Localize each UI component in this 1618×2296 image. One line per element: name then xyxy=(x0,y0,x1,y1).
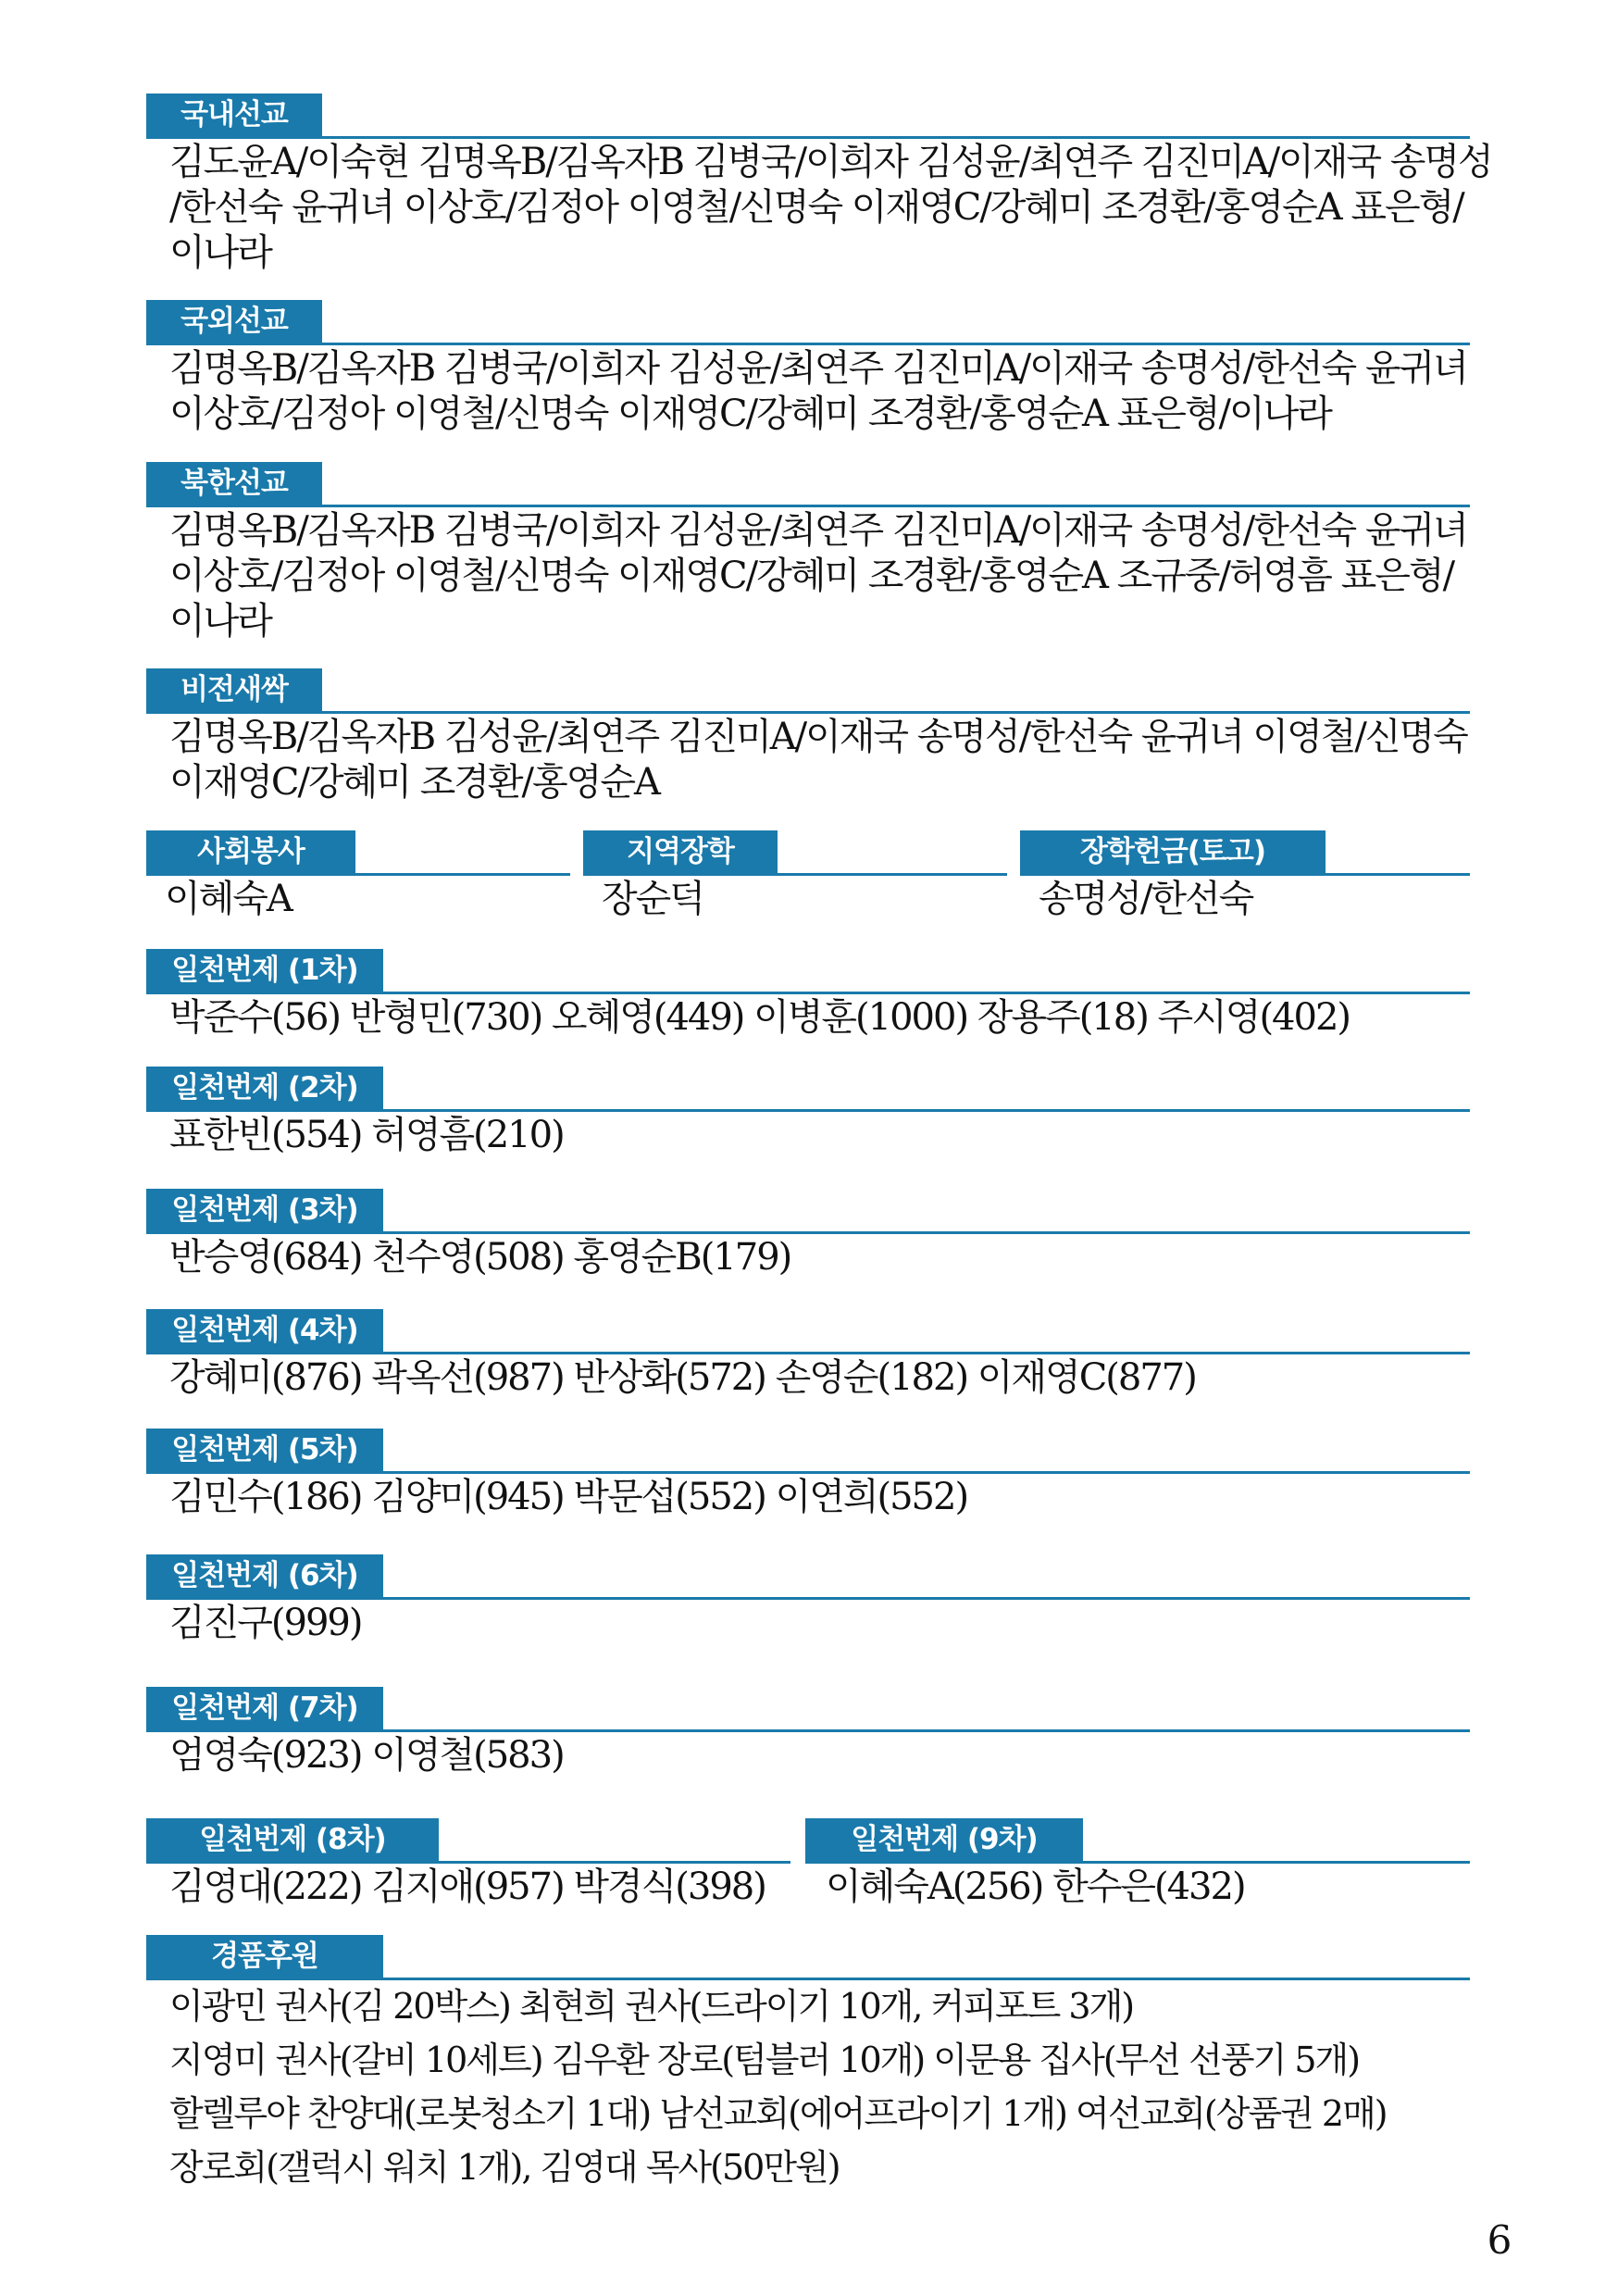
section-line: 이혜숙A xyxy=(165,878,292,920)
section-title: 일천번제 (5차) xyxy=(146,1429,383,1471)
section-title: 일천번제 (3차) xyxy=(146,1189,383,1231)
section-line: 이광민 권사(김 20박스) 최현희 권사(드라이기 10개, 커피포트 3개) xyxy=(169,1986,1134,2027)
section-line: 이상호/김정아 이영철/신명숙 이재영C/강혜미 조경환/홍영순A 표은형/이나라 xyxy=(169,393,1331,435)
section-title: 장학헌금(토고) xyxy=(1020,830,1326,873)
section-title: 일천번제 (8차) xyxy=(146,1818,439,1861)
section-line: 이재영C/강혜미 조경환/홍영순A xyxy=(169,761,659,804)
section-line: 이혜숙A(256) 한수은(432) xyxy=(826,1866,1245,1908)
section-title: 일천번제 (2차) xyxy=(146,1067,383,1109)
section-line: /한선숙 윤귀녀 이상호/김정아 이영철/신명숙 이재영C/강혜미 조경환/홍영순A 표은형/ xyxy=(169,186,1463,229)
section-title: 일천번제 (7차) xyxy=(146,1687,383,1729)
section-line: 송명성/한선숙 xyxy=(1039,878,1253,920)
section-line: 강혜미(876) 곽옥선(987) 반상화(572) 손영순(182) 이재영C(877) xyxy=(169,1356,1196,1399)
section-title: 국외선교 xyxy=(146,300,322,343)
section-line: 장로회(갤럭시 워치 1개), 김영대 목사(50만원) xyxy=(169,2147,840,2188)
section-line: 박준수(56) 반형민(730) 오혜영(449) 이병훈(1000) 장용주(18) 주시영(402) xyxy=(169,996,1350,1039)
section-rule xyxy=(146,1978,1470,1980)
section-title: 비전새싹 xyxy=(146,668,322,711)
section-line: 이상호/김정아 이영철/신명숙 이재영C/강혜미 조경환/홍영순A 조규중/허영흠 표은형/ xyxy=(169,555,1454,597)
page-number: 6 xyxy=(1487,2217,1512,2263)
section-line: 이나라 xyxy=(169,600,271,643)
section-line: 표한빈(554) 허영흠(210) xyxy=(169,1114,564,1156)
section-line: 김진구(999) xyxy=(169,1602,362,1644)
section-title: 경품후원 xyxy=(146,1935,383,1978)
section-title: 일천번제 (6차) xyxy=(146,1554,383,1597)
section-line: 이나라 xyxy=(169,231,271,274)
section-title: 사회봉사 xyxy=(146,830,355,873)
section-title: 일천번제 (4차) xyxy=(146,1309,383,1352)
section-title: 지역장학 xyxy=(583,830,778,873)
section-line: 김명옥B/김옥자B 김병국/이희자 김성윤/최연주 김진미A/이재국 송명성/한선숙 윤귀녀 xyxy=(169,347,1467,390)
section-line: 할렐루야 찬양대(로봇청소기 1대) 남선교회(에어프라이기 1개) 여선교회(상품권 2매) xyxy=(169,2093,1387,2134)
section-line: 김명옥B/김옥자B 김병국/이희자 김성윤/최연주 김진미A/이재국 송명성/한선숙 윤귀녀 xyxy=(169,509,1467,552)
section-line: 김영대(222) 김지애(957) 박경식(398) xyxy=(169,1866,765,1908)
section-line: 장순덕 xyxy=(602,878,703,920)
section-line: 김도윤A/이숙현 김명옥B/김옥자B 김병국/이희자 김성윤/최연주 김진미A/이재국 송명성 xyxy=(169,141,1492,183)
section-title: 국내선교 xyxy=(146,94,322,136)
section-line: 엄영숙(923) 이영철(583) xyxy=(169,1734,564,1777)
section-title: 북한선교 xyxy=(146,462,322,505)
section-line: 김명옥B/김옥자B 김성윤/최연주 김진미A/이재국 송명성/한선숙 윤귀녀 이영철/신명숙 xyxy=(169,716,1467,758)
section-title: 일천번제 (1차) xyxy=(146,949,383,992)
section-line: 지영미 권사(갈비 10세트) 김우환 장로(텀블러 10개) 이문용 집사(무선 선풍기 5개) xyxy=(169,2040,1360,2080)
section-title: 일천번제 (9차) xyxy=(805,1818,1083,1861)
section-line: 김민수(186) 김양미(945) 박문섭(552) 이연희(552) xyxy=(169,1476,968,1518)
section-line: 반승영(684) 천수영(508) 홍영순B(179) xyxy=(169,1236,791,1279)
